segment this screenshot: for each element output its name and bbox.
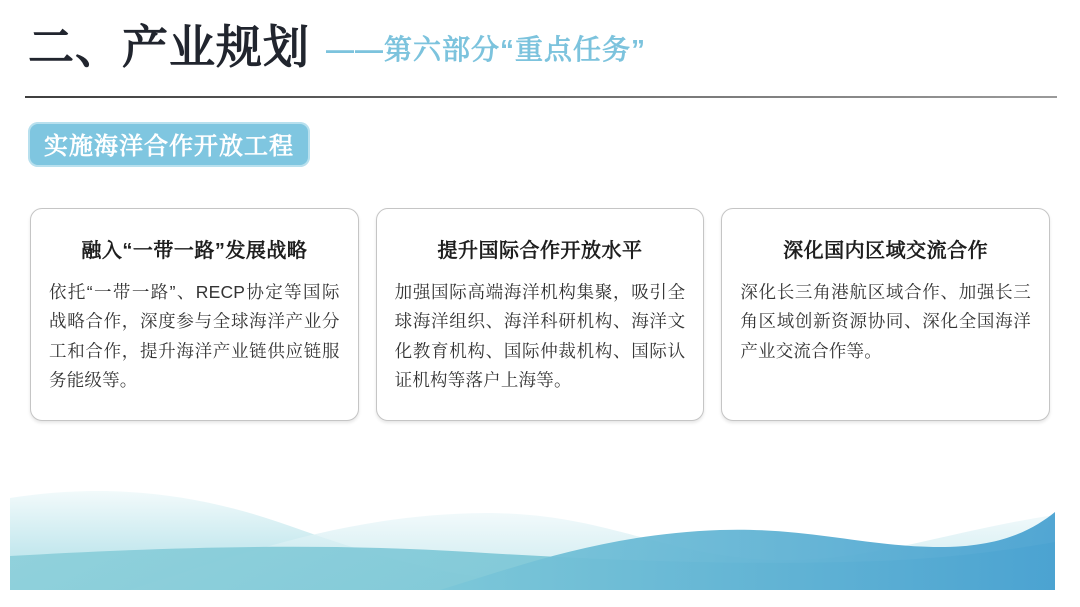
header-divider [25, 96, 1057, 98]
wave-decoration [10, 484, 1055, 590]
card-international-cooperation [376, 208, 705, 421]
cards-row [30, 208, 1050, 421]
card-title: 提升国际合作开放水平 [437, 240, 643, 262]
slide-header [28, 20, 646, 75]
card-title: 融入“一带一路”发展战略 [81, 240, 308, 262]
card-body: 依托“一带一路”、RECP协定等国际战略合作，深度参与全球海洋产业分工和合作，提升海洋产业链供应链服务能级等。 [49, 282, 340, 391]
card-body: 深化长三角港航区域合作、加强长三角区域创新资源协同、深化全国海洋产业交流合作等。 [740, 282, 1031, 361]
card-body: 加强国际高端海洋机构集聚，吸引全球海洋组织、海洋科研机构、海洋文化教育机构、国际仲裁机构、国际认证机构等落户上海等。 [394, 282, 686, 391]
card-title: 深化国内区域交流合作 [783, 240, 989, 262]
page-title: 二、产业规划 [28, 21, 310, 73]
card-regional-exchange [721, 208, 1050, 421]
card-belt-and-road [30, 208, 359, 421]
page-subtitle: ——第六部分“重点任务” [326, 34, 647, 66]
section-badge: 实施海洋合作开放工程 [28, 122, 310, 167]
wave-svg [10, 484, 1055, 590]
